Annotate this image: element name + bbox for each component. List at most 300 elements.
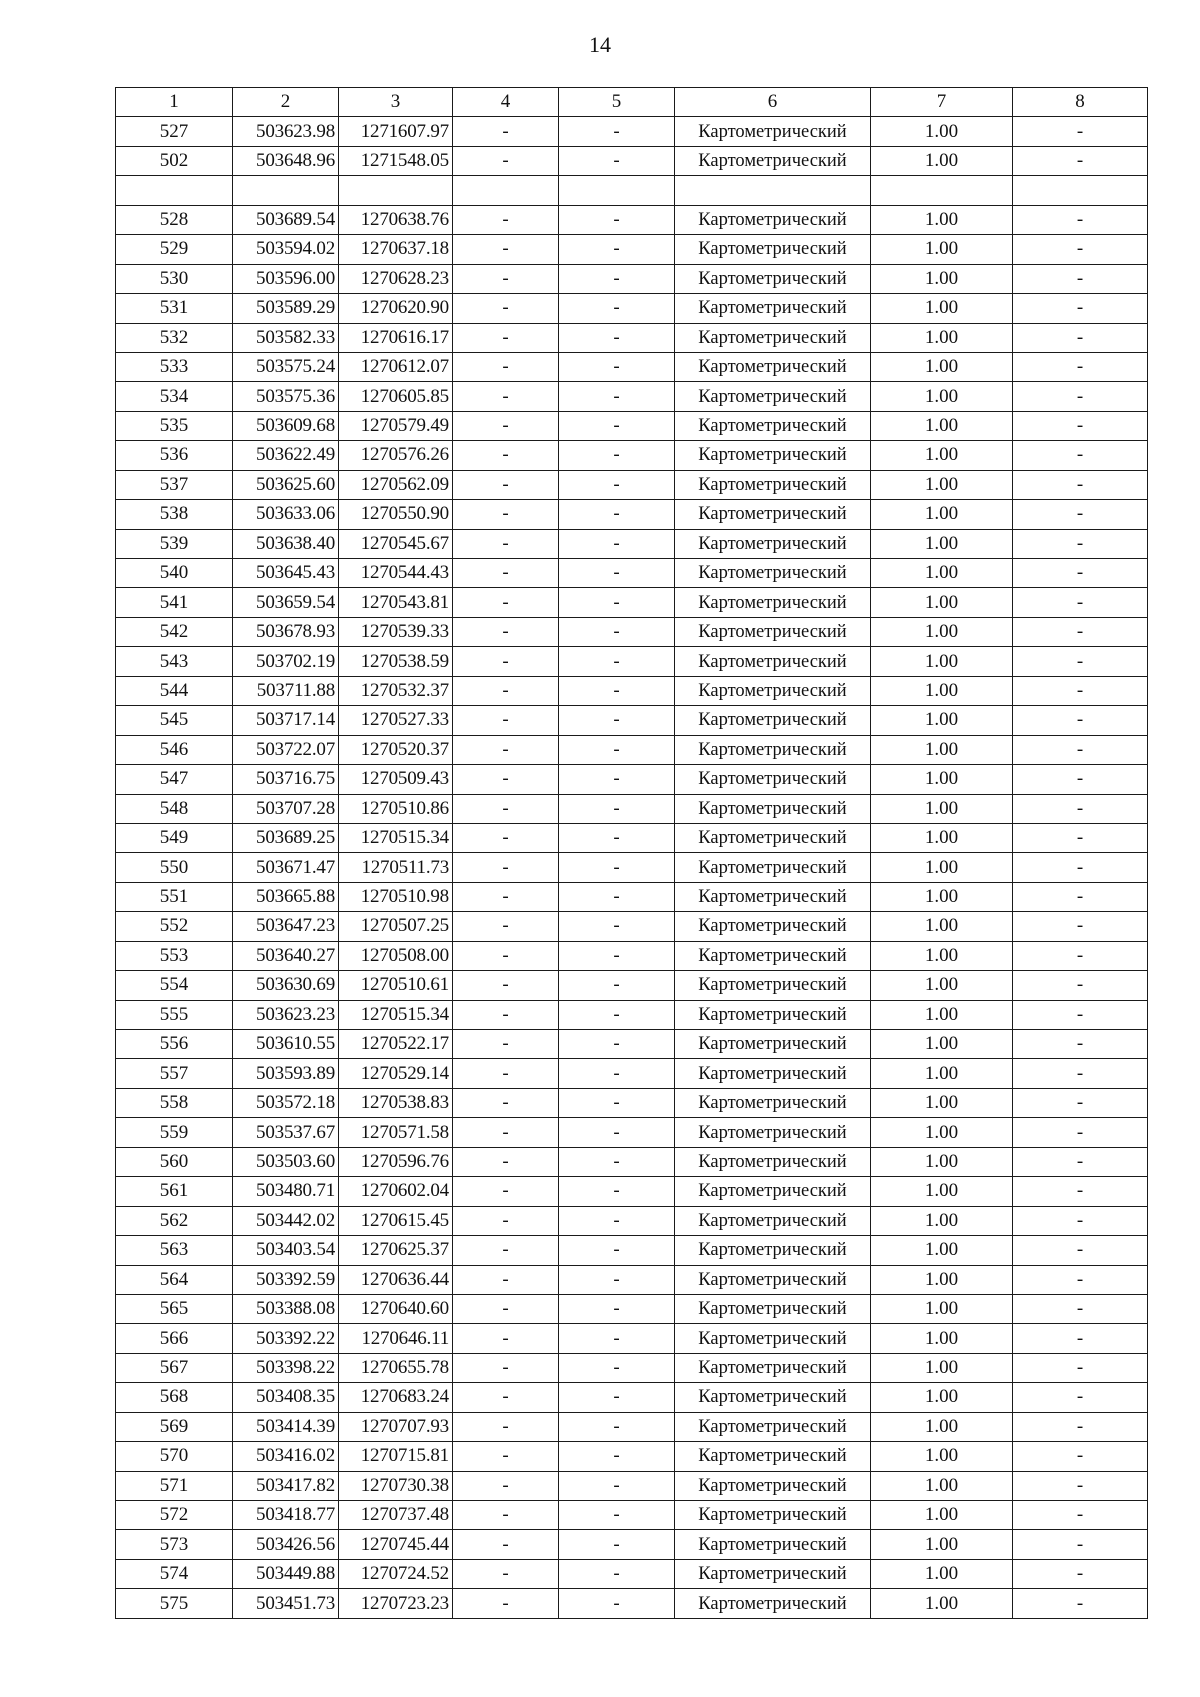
cell-x-coordinate: 503648.96 <box>233 146 339 175</box>
table-row <box>116 559 1148 588</box>
cell-col-5: - <box>559 765 675 794</box>
cell-col-5: - <box>559 500 675 529</box>
cell-point-number: 558 <box>116 1088 233 1117</box>
cell-y-coordinate: 1270529.14 <box>339 1059 453 1088</box>
table-row <box>116 588 1148 617</box>
cell-col-5: - <box>559 1412 675 1441</box>
cell-col-5: - <box>559 735 675 764</box>
cell-accuracy: 1.00 <box>871 1118 1013 1147</box>
cell-y-coordinate: 1270612.07 <box>339 352 453 381</box>
cell-col-4: - <box>453 470 559 499</box>
header-cell-accuracy: 7 <box>871 88 1013 117</box>
cell-point-number <box>116 176 233 205</box>
cell-x-coordinate: 503722.07 <box>233 735 339 764</box>
cell-col-8: - <box>1013 382 1148 411</box>
cell-accuracy: 1.00 <box>871 264 1013 293</box>
cell-col-4: - <box>453 1177 559 1206</box>
cell-col-4: - <box>453 1118 559 1147</box>
table-row <box>116 205 1148 234</box>
cell-method: Картометрический <box>675 470 871 499</box>
cell-col-8: - <box>1013 441 1148 470</box>
cell-col-5: - <box>559 676 675 705</box>
cell-col-4: - <box>453 1559 559 1588</box>
cell-x-coordinate: 503678.93 <box>233 617 339 646</box>
cell-accuracy: 1.00 <box>871 1265 1013 1294</box>
cell-method: Картометрический <box>675 853 871 882</box>
table-row <box>116 1353 1148 1382</box>
cell-accuracy: 1.00 <box>871 382 1013 411</box>
cell-col-5: - <box>559 1177 675 1206</box>
cell-point-number: 572 <box>116 1501 233 1530</box>
cell-x-coordinate: 503625.60 <box>233 470 339 499</box>
table-row <box>116 794 1148 823</box>
cell-col-8: - <box>1013 941 1148 970</box>
cell-point-number: 563 <box>116 1236 233 1265</box>
cell-method: Картометрический <box>675 382 871 411</box>
cell-method: Картометрический <box>675 146 871 175</box>
cell-x-coordinate: 503711.88 <box>233 676 339 705</box>
cell-method: Картометрический <box>675 1324 871 1353</box>
cell-y-coordinate: 1270515.34 <box>339 1000 453 1029</box>
cell-point-number: 538 <box>116 500 233 529</box>
cell-col-5: - <box>559 647 675 676</box>
cell-point-number: 553 <box>116 941 233 970</box>
cell-method: Картометрический <box>675 294 871 323</box>
cell-y-coordinate: 1270715.81 <box>339 1442 453 1471</box>
cell-col-5: - <box>559 794 675 823</box>
cell-method: Картометрический <box>675 235 871 264</box>
cell-y-coordinate: 1270723.23 <box>339 1589 453 1618</box>
cell-method: Картометрический <box>675 205 871 234</box>
cell-y-coordinate: 1270510.98 <box>339 882 453 911</box>
cell-y-coordinate: 1271607.97 <box>339 117 453 146</box>
cell-col-8: - <box>1013 1265 1148 1294</box>
cell-point-number: 571 <box>116 1471 233 1500</box>
cell-col-8: - <box>1013 617 1148 646</box>
cell-accuracy: 1.00 <box>871 1383 1013 1412</box>
cell-accuracy: 1.00 <box>871 1294 1013 1323</box>
table-row <box>116 382 1148 411</box>
table-row <box>116 264 1148 293</box>
cell-accuracy: 1.00 <box>871 294 1013 323</box>
cell-col-5: - <box>559 470 675 499</box>
cell-point-number: 542 <box>116 617 233 646</box>
cell-point-number: 547 <box>116 765 233 794</box>
table-row <box>116 1030 1148 1059</box>
cell-method: Картометрический <box>675 559 871 588</box>
cell-col-5: - <box>559 352 675 381</box>
cell-point-number: 556 <box>116 1030 233 1059</box>
page-number: 14 <box>589 32 611 57</box>
cell-accuracy: 1.00 <box>871 411 1013 440</box>
cell-x-coordinate: 503414.39 <box>233 1412 339 1441</box>
cell-col-4: - <box>453 882 559 911</box>
cell-col-5: - <box>559 559 675 588</box>
table-row <box>116 1177 1148 1206</box>
cell-col-8: - <box>1013 1177 1148 1206</box>
table-row <box>116 470 1148 499</box>
cell-col-5: - <box>559 941 675 970</box>
cell-y-coordinate: 1270507.25 <box>339 912 453 941</box>
cell-x-coordinate: 503388.08 <box>233 1294 339 1323</box>
cell-col-4: - <box>453 706 559 735</box>
cell-y-coordinate: 1270532.37 <box>339 676 453 705</box>
cell-col-8: - <box>1013 971 1148 1000</box>
cell-point-number: 539 <box>116 529 233 558</box>
cell-x-coordinate: 503633.06 <box>233 500 339 529</box>
cell-y-coordinate: 1270646.11 <box>339 1324 453 1353</box>
cell-point-number: 502 <box>116 146 233 175</box>
cell-col-8: - <box>1013 559 1148 588</box>
cell-col-5: - <box>559 1236 675 1265</box>
cell-x-coordinate: 503537.67 <box>233 1118 339 1147</box>
cell-accuracy: 1.00 <box>871 765 1013 794</box>
cell-accuracy: 1.00 <box>871 117 1013 146</box>
cell-method: Картометрический <box>675 765 871 794</box>
cell-accuracy: 1.00 <box>871 706 1013 735</box>
cell-x-coordinate: 503689.54 <box>233 205 339 234</box>
cell-col-8: - <box>1013 470 1148 499</box>
cell-col-5: - <box>559 205 675 234</box>
cell-point-number: 545 <box>116 706 233 735</box>
cell-col-4: - <box>453 205 559 234</box>
cell-col-5: - <box>559 1471 675 1500</box>
table-row <box>116 146 1148 175</box>
cell-col-8: - <box>1013 1530 1148 1559</box>
cell-col-4: - <box>453 1589 559 1618</box>
cell-point-number: 534 <box>116 382 233 411</box>
cell-col-4: - <box>453 1501 559 1530</box>
cell-point-number: 536 <box>116 441 233 470</box>
cell-x-coordinate: 503593.89 <box>233 1059 339 1088</box>
cell-accuracy: 1.00 <box>871 941 1013 970</box>
cell-x-coordinate: 503596.00 <box>233 264 339 293</box>
cell-y-coordinate: 1270520.37 <box>339 735 453 764</box>
table-row <box>116 647 1148 676</box>
table-row <box>116 1471 1148 1500</box>
cell-method: Картометрический <box>675 1589 871 1618</box>
cell-y-coordinate: 1270620.90 <box>339 294 453 323</box>
cell-point-number: 564 <box>116 1265 233 1294</box>
cell-col-4: - <box>453 617 559 646</box>
cell-method: Картометрический <box>675 1088 871 1117</box>
cell-method: Картометрический <box>675 647 871 676</box>
cell-col-5: - <box>559 1589 675 1618</box>
cell-accuracy: 1.00 <box>871 441 1013 470</box>
cell-col-5: - <box>559 588 675 617</box>
cell-accuracy: 1.00 <box>871 529 1013 558</box>
header-row <box>116 88 1148 117</box>
cell-point-number: 543 <box>116 647 233 676</box>
cell-method: Картометрический <box>675 1383 871 1412</box>
cell-point-number: 566 <box>116 1324 233 1353</box>
cell-y-coordinate: 1270562.09 <box>339 470 453 499</box>
cell-x-coordinate: 503503.60 <box>233 1147 339 1176</box>
cell-point-number: 552 <box>116 912 233 941</box>
cell-col-8: - <box>1013 853 1148 882</box>
cell-method: Картометрический <box>675 323 871 352</box>
cell-accuracy: 1.00 <box>871 500 1013 529</box>
table-row <box>116 882 1148 911</box>
cell-y-coordinate: 1270638.76 <box>339 205 453 234</box>
cell-col-5: - <box>559 617 675 646</box>
cell-method: Картометрический <box>675 1000 871 1029</box>
cell-accuracy: 1.00 <box>871 235 1013 264</box>
cell-col-8: - <box>1013 1559 1148 1588</box>
cell-method: Картометрический <box>675 1442 871 1471</box>
cell-method: Картометрический <box>675 1559 871 1588</box>
cell-y-coordinate: 1270737.48 <box>339 1501 453 1530</box>
cell-accuracy: 1.00 <box>871 1412 1013 1441</box>
cell-y-coordinate: 1271548.05 <box>339 146 453 175</box>
cell-col-5: - <box>559 117 675 146</box>
cell-y-coordinate: 1270576.26 <box>339 441 453 470</box>
cell-x-coordinate: 503623.23 <box>233 1000 339 1029</box>
cell-col-4: - <box>453 1383 559 1412</box>
cell-col-4: - <box>453 1030 559 1059</box>
table-row <box>116 294 1148 323</box>
cell-col-5: - <box>559 294 675 323</box>
cell-col-5: - <box>559 529 675 558</box>
cell-accuracy: 1.00 <box>871 588 1013 617</box>
cell-accuracy: 1.00 <box>871 470 1013 499</box>
cell-method: Картометрический <box>675 735 871 764</box>
cell-col-5: - <box>559 1265 675 1294</box>
cell-accuracy: 1.00 <box>871 1530 1013 1559</box>
cell-point-number: 535 <box>116 411 233 440</box>
table-row <box>116 912 1148 941</box>
cell-method: Картометрический <box>675 500 871 529</box>
coordinates-table <box>115 87 1148 1619</box>
cell-method: Картометрический <box>675 794 871 823</box>
cell-method: Картометрический <box>675 941 871 970</box>
cell-y-coordinate: 1270522.17 <box>339 1030 453 1059</box>
cell-x-coordinate: 503426.56 <box>233 1530 339 1559</box>
cell-y-coordinate: 1270602.04 <box>339 1177 453 1206</box>
cell-x-coordinate: 503622.49 <box>233 441 339 470</box>
cell-x-coordinate: 503480.71 <box>233 1177 339 1206</box>
cell-point-number: 554 <box>116 971 233 1000</box>
cell-y-coordinate: 1270625.37 <box>339 1236 453 1265</box>
cell-col-8: - <box>1013 1589 1148 1618</box>
cell-accuracy: 1.00 <box>871 853 1013 882</box>
cell-col-5: - <box>559 882 675 911</box>
cell-x-coordinate: 503442.02 <box>233 1206 339 1235</box>
cell-y-coordinate: 1270596.76 <box>339 1147 453 1176</box>
cell-col-5: - <box>559 235 675 264</box>
cell-point-number: 533 <box>116 352 233 381</box>
table-row <box>116 529 1148 558</box>
cell-accuracy: 1.00 <box>871 1559 1013 1588</box>
cell-col-4: - <box>453 794 559 823</box>
cell-y-coordinate <box>339 176 453 205</box>
cell-col-4: - <box>453 1412 559 1441</box>
cell-x-coordinate: 503630.69 <box>233 971 339 1000</box>
cell-method: Картометрический <box>675 1294 871 1323</box>
cell-x-coordinate: 503392.22 <box>233 1324 339 1353</box>
cell-point-number: 550 <box>116 853 233 882</box>
cell-col-4: - <box>453 971 559 1000</box>
cell-col-5: - <box>559 1559 675 1588</box>
cell-col-4: - <box>453 1442 559 1471</box>
table-row <box>116 617 1148 646</box>
cell-col-5: - <box>559 382 675 411</box>
cell-accuracy <box>871 176 1013 205</box>
cell-col-4: - <box>453 117 559 146</box>
cell-col-4: - <box>453 146 559 175</box>
table-row <box>116 853 1148 882</box>
cell-method: Картометрический <box>675 1412 871 1441</box>
cell-col-4 <box>453 176 559 205</box>
cell-col-5: - <box>559 1501 675 1530</box>
cell-col-4: - <box>453 1059 559 1088</box>
cell-accuracy: 1.00 <box>871 1236 1013 1265</box>
cell-x-coordinate: 503671.47 <box>233 853 339 882</box>
cell-point-number: 530 <box>116 264 233 293</box>
cell-method: Картометрический <box>675 1147 871 1176</box>
cell-y-coordinate: 1270539.33 <box>339 617 453 646</box>
table-row <box>116 1294 1148 1323</box>
cell-y-coordinate: 1270543.81 <box>339 588 453 617</box>
header-cell-y-coordinate: 3 <box>339 88 453 117</box>
cell-method: Картометрический <box>675 264 871 293</box>
table-row <box>116 1412 1148 1441</box>
cell-x-coordinate: 503392.59 <box>233 1265 339 1294</box>
cell-point-number: 531 <box>116 294 233 323</box>
cell-col-8: - <box>1013 323 1148 352</box>
cell-col-8: - <box>1013 794 1148 823</box>
cell-col-5: - <box>559 1353 675 1382</box>
cell-col-8: - <box>1013 146 1148 175</box>
cell-method: Картометрический <box>675 971 871 1000</box>
cell-point-number: 528 <box>116 205 233 234</box>
cell-method: Картометрический <box>675 441 871 470</box>
cell-col-8: - <box>1013 117 1148 146</box>
header-cell-point-number: 1 <box>116 88 233 117</box>
cell-col-4: - <box>453 765 559 794</box>
cell-y-coordinate: 1270515.34 <box>339 823 453 852</box>
cell-col-5: - <box>559 971 675 1000</box>
cell-accuracy: 1.00 <box>871 794 1013 823</box>
cell-point-number: 574 <box>116 1559 233 1588</box>
cell-col-4: - <box>453 559 559 588</box>
cell-col-5: - <box>559 1030 675 1059</box>
cell-y-coordinate: 1270730.38 <box>339 1471 453 1500</box>
cell-col-4: - <box>453 676 559 705</box>
cell-x-coordinate: 503575.24 <box>233 352 339 381</box>
cell-accuracy: 1.00 <box>871 1501 1013 1530</box>
cell-method: Картометрический <box>675 1030 871 1059</box>
cell-col-4: - <box>453 294 559 323</box>
table-row <box>116 500 1148 529</box>
cell-x-coordinate: 503689.25 <box>233 823 339 852</box>
cell-point-number: 560 <box>116 1147 233 1176</box>
cell-y-coordinate: 1270640.60 <box>339 1294 453 1323</box>
cell-col-5: - <box>559 1118 675 1147</box>
cell-x-coordinate: 503717.14 <box>233 706 339 735</box>
table-row <box>116 1501 1148 1530</box>
cell-col-5: - <box>559 1088 675 1117</box>
cell-col-4: - <box>453 1324 559 1353</box>
cell-point-number: 567 <box>116 1353 233 1382</box>
cell-col-5: - <box>559 1000 675 1029</box>
cell-y-coordinate: 1270527.33 <box>339 706 453 735</box>
table-row <box>116 176 1148 205</box>
cell-method: Картометрический <box>675 529 871 558</box>
cell-x-coordinate: 503609.68 <box>233 411 339 440</box>
cell-y-coordinate: 1270605.85 <box>339 382 453 411</box>
cell-x-coordinate: 503610.55 <box>233 1030 339 1059</box>
cell-col-5: - <box>559 411 675 440</box>
table-row <box>116 765 1148 794</box>
cell-method: Картометрический <box>675 1206 871 1235</box>
cell-accuracy: 1.00 <box>871 882 1013 911</box>
cell-y-coordinate: 1270636.44 <box>339 1265 453 1294</box>
cell-x-coordinate: 503716.75 <box>233 765 339 794</box>
cell-col-4: - <box>453 382 559 411</box>
cell-col-4: - <box>453 1294 559 1323</box>
table-row <box>116 1530 1148 1559</box>
table-row <box>116 941 1148 970</box>
cell-point-number: 555 <box>116 1000 233 1029</box>
cell-col-8: - <box>1013 411 1148 440</box>
cell-col-5: - <box>559 1206 675 1235</box>
cell-x-coordinate: 503398.22 <box>233 1353 339 1382</box>
cell-y-coordinate: 1270511.73 <box>339 853 453 882</box>
cell-col-8: - <box>1013 294 1148 323</box>
cell-col-5: - <box>559 1059 675 1088</box>
cell-accuracy: 1.00 <box>871 1353 1013 1382</box>
cell-x-coordinate: 503575.36 <box>233 382 339 411</box>
cell-col-8: - <box>1013 264 1148 293</box>
cell-accuracy: 1.00 <box>871 1206 1013 1235</box>
cell-method: Картометрический <box>675 588 871 617</box>
header-cell-col-5: 5 <box>559 88 675 117</box>
cell-point-number: 541 <box>116 588 233 617</box>
cell-col-8: - <box>1013 1412 1148 1441</box>
table-row <box>116 1088 1148 1117</box>
cell-col-4: - <box>453 441 559 470</box>
cell-col-4: - <box>453 1147 559 1176</box>
cell-col-8: - <box>1013 235 1148 264</box>
cell-col-8: - <box>1013 205 1148 234</box>
cell-x-coordinate: 503645.43 <box>233 559 339 588</box>
cell-method: Картометрический <box>675 912 871 941</box>
header-cell-x-coordinate: 2 <box>233 88 339 117</box>
cell-x-coordinate: 503451.73 <box>233 1589 339 1618</box>
header-cell-method: 6 <box>675 88 871 117</box>
cell-col-5: - <box>559 441 675 470</box>
cell-y-coordinate: 1270707.93 <box>339 1412 453 1441</box>
cell-col-4: - <box>453 853 559 882</box>
cell-method <box>675 176 871 205</box>
cell-accuracy: 1.00 <box>871 1147 1013 1176</box>
table-row <box>116 235 1148 264</box>
cell-col-5: - <box>559 1530 675 1559</box>
cell-y-coordinate: 1270616.17 <box>339 323 453 352</box>
cell-method: Картометрический <box>675 882 871 911</box>
cell-col-4: - <box>453 235 559 264</box>
cell-y-coordinate: 1270745.44 <box>339 1530 453 1559</box>
cell-x-coordinate: 503582.33 <box>233 323 339 352</box>
cell-y-coordinate: 1270637.18 <box>339 235 453 264</box>
table-row <box>116 1559 1148 1588</box>
cell-x-coordinate: 503589.29 <box>233 294 339 323</box>
cell-point-number: 548 <box>116 794 233 823</box>
cell-accuracy: 1.00 <box>871 559 1013 588</box>
cell-col-4: - <box>453 1471 559 1500</box>
cell-col-8: - <box>1013 1030 1148 1059</box>
